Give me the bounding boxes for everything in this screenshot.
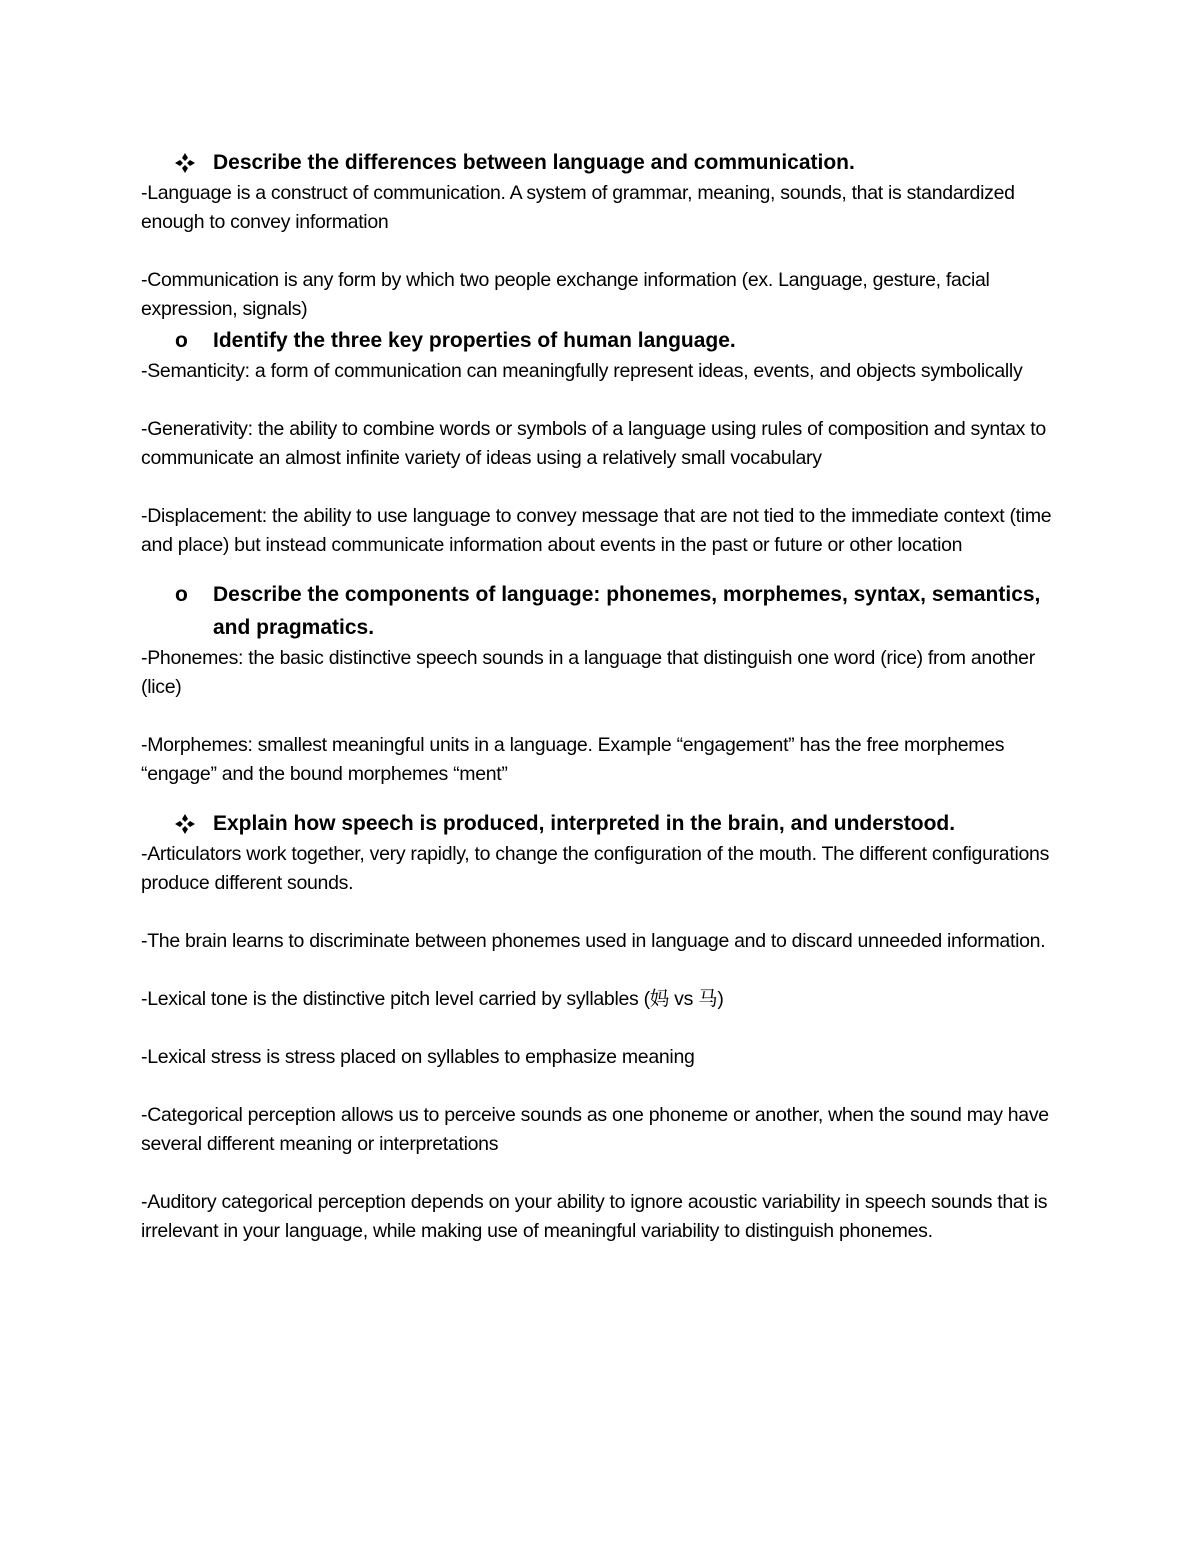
diamond-icon — [141, 146, 213, 179]
section-heading-text: Describe the differences between language and communication. — [213, 151, 855, 174]
section-heading — [141, 146, 1071, 179]
paragraph: -Phonemes: the basic distinctive speech sounds in a language that distinguish one word (rice) from another (lice) — [141, 647, 1035, 698]
paragraph: -Language is a construct of communication. A system of grammar, meaning, sounds, that is standardized enough to convey information — [141, 182, 1015, 233]
paragraph: -Auditory categorical perception depends on your ability to ignore acoustic variability in speech sounds that is irrelevant in your language, while making use of meaningful variability to distinguish phonemes. — [141, 1191, 1048, 1242]
section-heading — [141, 807, 1071, 840]
section-heading-text: Explain how speech is produced, interpreted in the brain, and understood. — [213, 812, 956, 835]
document-page — [141, 146, 1071, 1246]
paragraph: -Displacement: the ability to use language to convey message that are not tied to the immediate context (time and place) but instead communicate information about events in the past or future or other location — [141, 505, 1052, 556]
paragraph: -Lexical tone is the distinctive pitch level carried by syllables (妈 vs 马) — [141, 988, 724, 1010]
diamond-icon — [141, 807, 213, 840]
section-heading-text: Describe the components of language: phonemes, morphemes, syntax, semantics, and pragmatics. — [213, 583, 1041, 639]
paragraph: -Communication is any form by which two people exchange information (ex. Language, gesture, facial expression, signals) — [141, 269, 990, 320]
paragraph: -Morphemes: smallest meaningful units in a language. Example “engagement” has the free morphemes “engage” and the bound morphemes “ment” — [141, 734, 1005, 785]
paragraph: -Generativity: the ability to combine words or symbols of a language using rules of composition and syntax to communicate an almost infinite variety of ideas using a relatively small vocabulary — [141, 418, 1046, 469]
paragraph: -The brain learns to discriminate between phonemes used in language and to discard unneeded information. — [141, 930, 1046, 952]
section-heading-text: Identify the three key properties of human language. — [213, 329, 736, 352]
paragraph: -Semanticity: a form of communication can meaningfully represent ideas, events, and objects symbolically — [141, 360, 1023, 382]
paragraph: -Lexical stress is stress placed on syllables to emphasize meaning — [141, 1046, 695, 1068]
paragraph: -Categorical perception allows us to perceive sounds as one phoneme or another, when the sound may have several different meaning or interpretations — [141, 1104, 1049, 1155]
circle-bullet-icon: o — [175, 583, 188, 606]
section-heading — [141, 324, 1071, 357]
section-heading — [141, 578, 1071, 644]
paragraph: -Articulators work together, very rapidly, to change the configuration of the mouth. The different configurations produce different sounds. — [141, 843, 1050, 894]
circle-bullet-icon: o — [175, 329, 188, 352]
